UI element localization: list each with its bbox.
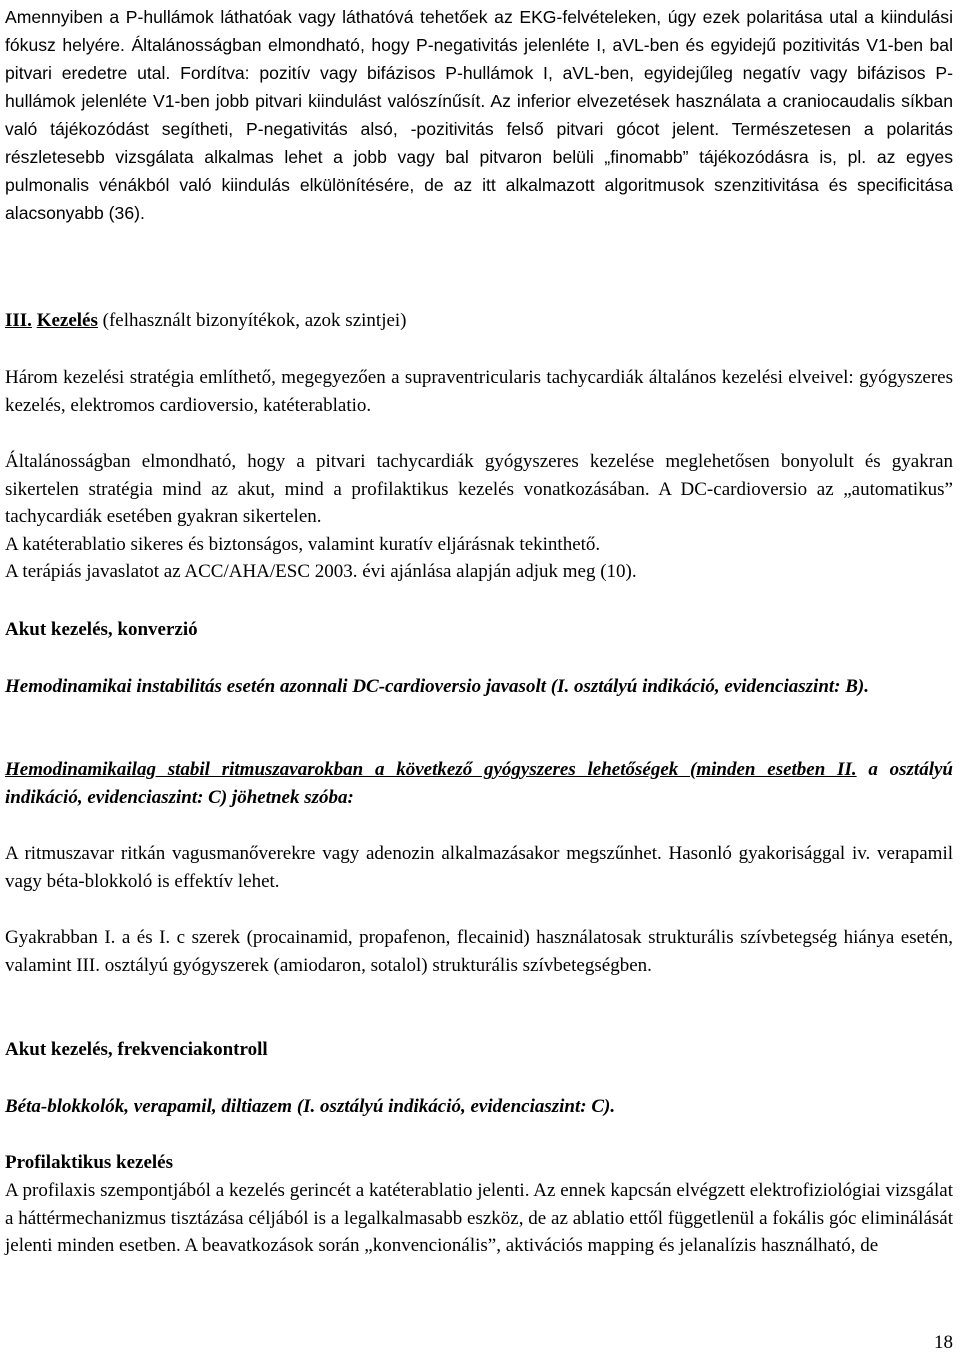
section-number: III. bbox=[5, 310, 32, 331]
section-subtitle: (felhasznált bizonyítékok, azok szintjei) bbox=[97, 310, 407, 331]
paragraph-antiarrhythmics: Gyakrabban I. a és I. c szerek (procainamid, propafenon, flecainid) használatosak strukturális szívbetegség hiánya esetén, valamint III. osztályú gyógyszerek (amiodaron, sotalol) strukturális szívbetegségben. bbox=[5, 927, 953, 976]
heading-profilaktikus: Profilaktikus kezelés bbox=[5, 1152, 174, 1173]
intro-sentence-3: Fordítva: pozitív vagy bifázisos P-hullámok I, aVL-ben, egyidejűleg negatív vagy bifázisos P-hullámok jelenléte V1-ben jobb pitvari kiindulást valószínűsít. bbox=[5, 63, 953, 111]
heading-akut-frekvencia: Akut kezelés, frekvenciakontroll bbox=[5, 1039, 268, 1060]
intro-sentence-2: Általánosságban elmondható, hogy P-negativitás jelenléte I, aVL-ben és egyidejű pozitivitás V1-ben bal pitvari eredetre utal. bbox=[5, 35, 953, 83]
heading-akut-konverzio: Akut kezelés, konverzió bbox=[5, 619, 198, 640]
intro-sentence-1: Amennyiben a P-hullámok láthatóak vagy láthatóvá tehetőek az EKG-felvételeken, úgy ezek polaritása utal a kiindulási fókusz helyére. bbox=[5, 7, 953, 55]
recommendation-dc-cardioversio: Hemodinamikai instabilitás esetén azonnali DC-cardioversio javasolt (I. osztályú indikáció, evidenciaszint: B). bbox=[5, 676, 869, 697]
recommendation-drugs-underlined: Hemodinamikailag stabil ritmuszavarokban a következő gyógyszeres lehetőségek (minden esetben II. bbox=[5, 759, 857, 780]
paragraph-general-a: Általánosságban elmondható, hogy a pitvari tachycardiák gyógyszeres kezelése meglehetősen bonyolult és gyakran sikertelen stratégia mind az akut, mind a profilaktikus kezelés vonatkozásában. bbox=[5, 451, 953, 500]
section-heading bbox=[5, 307, 953, 334]
intro-sentence-5: Természetesen a polaritás részletesebb vizsgálata alkalmas lehet a jobb vagy bal pitvaron belüli „finomabb” tájékozódásra is, pl. bbox=[5, 119, 953, 167]
intro-paragraph bbox=[5, 3, 953, 227]
section-title: Kezelés bbox=[36, 310, 98, 331]
paragraph-strategies: Három kezelési stratégia említhető, megegyezően a supraventricularis tachycardiák általános kezelési elveivel: gyógyszeres kezelés, elektromos cardioversio, katéterablatio. bbox=[5, 367, 953, 416]
recommendation-drugs bbox=[5, 756, 953, 811]
paragraph-vagus: A ritmuszavar ritkán vagusmanőverekre vagy adenozin alkalmazásakor megszűnhet. Hasonló gyakorisággal iv. verapamil vagy béta-blokkoló is effektív lehet. bbox=[5, 843, 953, 892]
recommendation-drugs-rest: a osztályú indikáció, evidenciaszint: C) jöhetnek szóba: bbox=[5, 759, 953, 808]
intro-sentence-4: Az inferior elvezetések használata a craniocaudalis síkban való tájékozódást segítheti, P-negativitás alsó, -pozitivitás felső pitvari gócot jelent. bbox=[5, 91, 953, 139]
paragraph-general bbox=[5, 448, 953, 586]
paragraph-prophylaxis: A profilaxis szempontjából a kezelés gerincét a katéterablatio jelenti. Az ennek kapcsán elvégzett elektrofiziológiai vizsgálat a háttérmechanizmus tisztázása céljából is a legalkalmasabb eszköz, de az ablatio ettől függetlenül a fokális góc eliminálását jelenti minden esetben. A beavatkozások során „konvencionális”, aktivációs mapping és jelanalízis használható, de bbox=[5, 1180, 953, 1256]
paragraph-general-b: A DC-cardioversio az „automatikus” tachycardiák esetében gyakran sikertelen. bbox=[5, 478, 953, 527]
paragraph-general-c: A katéterablatio sikeres és biztonságos, valamint kuratív eljárásnak tekinthető. bbox=[5, 533, 601, 555]
intro-sentence-6: az egyes pulmonalis vénákból való kiindulás elkülönítésére, de az itt alkalmazott algoritmusok szenzitivitása és specificitása alacsonyabb (36). bbox=[5, 147, 954, 223]
page-number: 18 bbox=[934, 1332, 953, 1353]
recommendation-rate-control: Béta-blokkolók, verapamil, diltiazem (I. osztályú indikáció, evidenciaszint: C). bbox=[5, 1096, 616, 1117]
paragraph-general-d: A terápiás javaslatot az ACC/AHA/ESC 2003. évi ajánlása alapján adjuk meg (10). bbox=[5, 561, 637, 582]
